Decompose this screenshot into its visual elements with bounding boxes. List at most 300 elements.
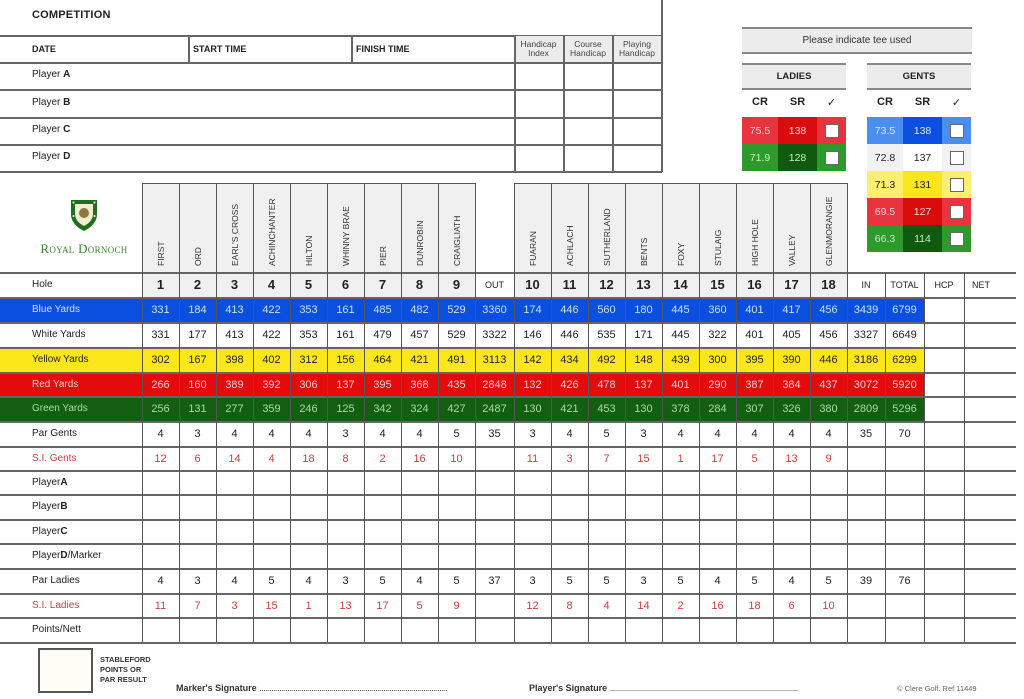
in-header: IN — [861, 279, 871, 290]
score-input[interactable] — [327, 543, 364, 568]
score-input[interactable] — [551, 543, 588, 568]
hole-number: 3 — [216, 272, 253, 297]
score-input[interactable] — [290, 519, 327, 544]
sr-header: SR — [914, 96, 931, 108]
in-total-input[interactable] — [847, 494, 885, 519]
divider — [0, 470, 1016, 472]
hole-value: 177 — [188, 328, 207, 341]
hcp-input[interactable] — [924, 347, 964, 372]
score-input[interactable] — [290, 470, 327, 495]
course-rating: 72.8 — [867, 144, 903, 171]
hole-value: 426 — [560, 378, 579, 391]
divider — [551, 272, 552, 642]
hole-value: 387 — [745, 378, 764, 391]
out-value: 2848 — [482, 378, 507, 391]
tee-checkbox[interactable] — [950, 151, 964, 165]
gents-column-headers — [867, 96, 971, 109]
signature-dots: .............................................................................................. — [609, 683, 798, 693]
score-input[interactable] — [364, 617, 401, 642]
hole-value: 10 — [822, 599, 835, 612]
score-input[interactable] — [810, 470, 847, 495]
net-input[interactable] — [964, 470, 1016, 495]
finish-time-field[interactable] — [425, 38, 513, 62]
divider — [625, 272, 626, 642]
hole-value: 130 — [634, 402, 653, 415]
score-input[interactable] — [699, 617, 736, 642]
score-input[interactable] — [699, 470, 736, 495]
row-label-text: Player — [32, 501, 61, 512]
slope-rating: 127 — [903, 198, 942, 225]
score-input[interactable] — [736, 494, 773, 519]
finish-time-label: FINISH TIME — [356, 44, 410, 54]
hole-value: 9 — [453, 599, 460, 612]
hole-name-text: GLENMORANGIE — [824, 196, 834, 266]
hole-value: 4 — [231, 574, 238, 587]
start-time-field[interactable] — [260, 38, 350, 62]
score-input[interactable] — [625, 617, 662, 642]
out-value: 3322 — [482, 328, 507, 341]
hole-value: 12 — [526, 599, 539, 612]
hole-name-text: BENTS — [639, 237, 649, 266]
in-total-input[interactable] — [847, 519, 885, 544]
score-input[interactable] — [401, 494, 438, 519]
hole-value: 18 — [302, 452, 315, 465]
score-input[interactable] — [588, 519, 625, 544]
hcp-input[interactable] — [924, 519, 964, 544]
score-input[interactable] — [736, 519, 773, 544]
hole-value: 266 — [151, 378, 170, 391]
score-input[interactable] — [662, 470, 699, 495]
score-input[interactable] — [216, 519, 253, 544]
score-input[interactable] — [253, 617, 290, 642]
score-input[interactable] — [773, 470, 810, 495]
row-label-suffix: /Marker — [67, 550, 102, 561]
score-input[interactable] — [514, 470, 551, 495]
hole-name — [216, 183, 253, 272]
stableford-label — [100, 655, 151, 685]
score-input[interactable] — [662, 543, 699, 568]
row-s-i-gents — [0, 446, 1016, 471]
tee-checkbox[interactable] — [950, 205, 964, 219]
score-input[interactable] — [810, 617, 847, 642]
start-time-label: START TIME — [193, 44, 247, 54]
player-letter: C — [60, 526, 68, 537]
net-input[interactable] — [964, 617, 1016, 642]
hole-value: 3 — [640, 574, 647, 587]
hole-value: 342 — [373, 402, 392, 415]
divider — [810, 272, 811, 642]
score-input[interactable] — [588, 543, 625, 568]
score-input[interactable] — [364, 494, 401, 519]
divider — [0, 494, 1016, 496]
hcp-input[interactable] — [924, 322, 964, 347]
hole-value: 324 — [410, 402, 429, 415]
hole-number: 12 — [588, 272, 625, 297]
slope-rating: 114 — [903, 225, 942, 252]
hole-value: 156 — [336, 353, 355, 366]
hole-value: 14 — [637, 599, 650, 612]
hole-value: 3 — [342, 574, 349, 587]
hole-value: 389 — [225, 378, 244, 391]
in-total-input[interactable] — [847, 617, 885, 642]
slope-rating: 138 — [903, 117, 942, 144]
score-input[interactable] — [514, 617, 551, 642]
row-label-text: Yellow Yards — [32, 354, 89, 365]
tee-row-red — [742, 117, 846, 144]
out-total-input[interactable] — [475, 494, 514, 519]
player-a-name-field[interactable] — [100, 64, 512, 88]
score-input[interactable] — [327, 494, 364, 519]
out-value — [475, 593, 514, 618]
score-input[interactable] — [810, 543, 847, 568]
hcp-input[interactable] — [924, 470, 964, 495]
score-input[interactable] — [810, 494, 847, 519]
tee-checkbox[interactable] — [825, 151, 839, 165]
hole-name-text: ORD — [193, 247, 203, 266]
score-input[interactable] — [699, 519, 736, 544]
hole-value: 174 — [523, 303, 542, 316]
score-input[interactable] — [216, 543, 253, 568]
divider — [0, 322, 1016, 324]
score-input[interactable] — [327, 617, 364, 642]
club-logo — [28, 198, 140, 257]
hole-value: 435 — [447, 378, 466, 391]
score-input[interactable] — [773, 543, 810, 568]
hole-value: 360 — [708, 303, 727, 316]
score-input[interactable] — [401, 519, 438, 544]
score-input[interactable] — [401, 470, 438, 495]
hole-name — [773, 183, 810, 272]
score-input[interactable] — [662, 494, 699, 519]
out-total-input[interactable] — [475, 470, 514, 495]
hole-name-text: ACHLACH — [565, 225, 575, 266]
row-label — [32, 543, 102, 568]
hole-name-text: CRAIGLIATH — [452, 215, 462, 266]
total-input[interactable] — [885, 543, 924, 568]
row-player-b — [0, 494, 1016, 519]
hole-name-text: EARL'S CROSS — [230, 203, 240, 266]
hole-value: 5 — [453, 427, 460, 440]
in-total-input[interactable] — [847, 543, 885, 568]
row-label — [32, 421, 77, 446]
score-input[interactable] — [625, 519, 662, 544]
row-green-yards — [0, 396, 1016, 421]
score-input[interactable] — [699, 494, 736, 519]
player-letter: B — [60, 501, 68, 512]
tee-checkbox-cell — [942, 225, 971, 252]
divider — [327, 272, 328, 642]
net-input[interactable] — [964, 446, 1016, 471]
check-header: ✓ — [951, 97, 962, 109]
score-input[interactable] — [625, 470, 662, 495]
hole-name-text: PIER — [378, 246, 388, 266]
total-input[interactable] — [885, 617, 924, 642]
score-input[interactable] — [401, 543, 438, 568]
score-input[interactable] — [551, 519, 588, 544]
score-input[interactable] — [773, 617, 810, 642]
hole-value: 4 — [751, 427, 758, 440]
score-input[interactable] — [290, 543, 327, 568]
hole-value: 464 — [373, 353, 392, 366]
course-rating: 71.9 — [742, 144, 778, 171]
score-input[interactable] — [588, 494, 625, 519]
score-input[interactable] — [736, 617, 773, 642]
course-rating: 66.3 — [867, 225, 903, 252]
signature-dots: .............................................................................................. — [259, 683, 448, 693]
score-input[interactable] — [364, 519, 401, 544]
score-input[interactable] — [142, 494, 179, 519]
hole-value: 160 — [188, 378, 207, 391]
score-input[interactable] — [179, 543, 216, 568]
hole-value: 284 — [708, 402, 727, 415]
total-input[interactable] — [885, 470, 924, 495]
tee-checkbox[interactable] — [950, 178, 964, 192]
hcp-input[interactable] — [924, 372, 964, 397]
total-value: 70 — [898, 427, 911, 440]
stableford-line: STABLEFORD — [100, 655, 151, 664]
tee-checkbox-cell — [942, 144, 971, 171]
hcp-input[interactable] — [924, 446, 964, 471]
score-input[interactable] — [551, 617, 588, 642]
score-input[interactable] — [179, 470, 216, 495]
hole-value: 353 — [299, 303, 318, 316]
net-input[interactable] — [964, 297, 1016, 322]
tee-checkbox[interactable] — [950, 232, 964, 246]
hole-value: 4 — [231, 427, 238, 440]
total-input[interactable] — [885, 519, 924, 544]
tee-checkbox-cell — [942, 171, 971, 198]
divider — [351, 36, 353, 62]
player-b-name-field[interactable] — [100, 91, 512, 115]
divider — [401, 272, 402, 642]
score-input[interactable] — [588, 470, 625, 495]
net-input[interactable] — [964, 322, 1016, 347]
score-input[interactable] — [216, 494, 253, 519]
out-header: OUT — [485, 279, 504, 290]
hole-value: 13 — [339, 599, 352, 612]
net-input[interactable] — [964, 519, 1016, 544]
score-input[interactable] — [438, 494, 475, 519]
divider — [0, 372, 1016, 374]
hcp-input[interactable] — [924, 297, 964, 322]
row-blue-yards — [0, 297, 1016, 322]
row-label-text: Player — [32, 526, 61, 537]
net-input[interactable] — [964, 593, 1016, 618]
hole-name-text: WHINNY BRAE — [341, 206, 351, 266]
score-input[interactable] — [736, 543, 773, 568]
score-input[interactable] — [810, 519, 847, 544]
score-input[interactable] — [588, 617, 625, 642]
score-input[interactable] — [216, 617, 253, 642]
net-input[interactable] — [964, 347, 1016, 372]
hole-value: 445 — [671, 303, 690, 316]
score-input[interactable] — [625, 543, 662, 568]
out-total-input[interactable] — [475, 543, 514, 568]
row-label — [32, 372, 78, 397]
player-d-name-field[interactable] — [100, 146, 512, 170]
score-input[interactable] — [438, 519, 475, 544]
hcp-input[interactable] — [924, 421, 964, 446]
tee-checkbox[interactable] — [825, 124, 839, 138]
net-input[interactable] — [964, 494, 1016, 519]
hole-value: 148 — [634, 353, 653, 366]
hole-value: 390 — [782, 353, 801, 366]
score-input[interactable] — [551, 470, 588, 495]
hole-value: 132 — [523, 378, 542, 391]
hole-value: 405 — [782, 328, 801, 341]
divider — [514, 272, 515, 642]
hole-value: 478 — [597, 378, 616, 391]
hcp-input[interactable] — [924, 568, 964, 593]
playing-handicap-header: Playing Handicap — [613, 36, 661, 62]
total-value: 6799 — [892, 303, 917, 316]
row-label — [32, 593, 79, 618]
score-input[interactable] — [401, 617, 438, 642]
net-input[interactable] — [964, 543, 1016, 568]
score-input[interactable] — [142, 519, 179, 544]
hole-value: 4 — [677, 427, 684, 440]
hole-value: 312 — [299, 353, 318, 366]
tee-checkbox[interactable] — [950, 124, 964, 138]
score-input[interactable] — [438, 543, 475, 568]
hole-value: 482 — [410, 303, 429, 316]
hole-value: 4 — [305, 427, 312, 440]
divider — [364, 272, 365, 642]
score-input[interactable] — [142, 617, 179, 642]
hole-value: 401 — [745, 303, 764, 316]
net-input[interactable] — [964, 568, 1016, 593]
hole-value: 479 — [373, 328, 392, 341]
hole-value: 3 — [194, 427, 201, 440]
header-player-b-label: Player B — [32, 97, 71, 108]
hole-value: 446 — [560, 328, 579, 341]
hcp-input[interactable] — [924, 593, 964, 618]
total-input[interactable] — [885, 494, 924, 519]
hole-value: 401 — [671, 378, 690, 391]
cr-header: CR — [877, 96, 893, 108]
hole-name — [290, 183, 327, 272]
hole-name — [401, 183, 438, 272]
hole-value: 3 — [529, 427, 536, 440]
hole-value: 11 — [526, 452, 539, 465]
hcp-input[interactable] — [924, 396, 964, 421]
tee-checkbox-cell — [942, 198, 971, 225]
score-input[interactable] — [179, 519, 216, 544]
hole-value: 5 — [566, 574, 573, 587]
row-white-yards — [0, 322, 1016, 347]
hcp-input[interactable] — [924, 494, 964, 519]
hole-value: 456 — [819, 328, 838, 341]
score-input[interactable] — [142, 470, 179, 495]
hole-value: 322 — [708, 328, 727, 341]
row-label-text: S.I. Ladies — [32, 600, 80, 611]
hole-name — [438, 183, 475, 272]
player-signature-line[interactable] — [529, 683, 798, 693]
score-input[interactable] — [290, 494, 327, 519]
score-input[interactable] — [327, 519, 364, 544]
in-value: 3072 — [853, 378, 879, 391]
score-input[interactable] — [179, 617, 216, 642]
out-total-input[interactable] — [475, 519, 514, 544]
row-label — [32, 568, 80, 593]
row-label — [32, 494, 68, 519]
hcp-input[interactable] — [924, 543, 964, 568]
score-input[interactable] — [364, 543, 401, 568]
hcp-header: HCP — [934, 279, 954, 290]
hcp-input[interactable] — [924, 617, 964, 642]
hole-name — [736, 183, 773, 272]
score-input[interactable] — [253, 470, 290, 495]
score-input[interactable] — [514, 543, 551, 568]
score-input[interactable] — [364, 470, 401, 495]
divider — [179, 272, 180, 642]
score-input[interactable] — [773, 519, 810, 544]
total-value: 5296 — [892, 402, 917, 415]
row-label — [32, 396, 88, 421]
score-input[interactable] — [625, 494, 662, 519]
net-input[interactable] — [964, 372, 1016, 397]
hole-value: 161 — [336, 328, 355, 341]
score-input[interactable] — [253, 543, 290, 568]
score-input[interactable] — [773, 494, 810, 519]
divider — [0, 347, 1016, 349]
in-value: 39 — [859, 574, 873, 587]
hole-value: 446 — [560, 303, 579, 316]
score-input[interactable] — [438, 470, 475, 495]
hole-name — [625, 183, 662, 272]
hole-value: 378 — [671, 402, 690, 415]
marker-signature-line[interactable] — [176, 683, 447, 693]
hole-value: 446 — [819, 353, 838, 366]
score-input[interactable] — [662, 617, 699, 642]
row-label: Hole — [32, 279, 53, 290]
net-input[interactable] — [964, 421, 1016, 446]
score-input[interactable] — [551, 494, 588, 519]
out-total-input[interactable] — [475, 617, 514, 642]
divider — [964, 272, 965, 642]
in-total-input[interactable] — [847, 470, 885, 495]
hole-value: 368 — [410, 378, 429, 391]
hole-value: 331 — [151, 303, 170, 316]
hole-name — [327, 183, 364, 272]
score-input[interactable] — [253, 494, 290, 519]
score-input[interactable] — [736, 470, 773, 495]
hole-number: 13 — [625, 272, 662, 297]
score-input[interactable] — [216, 470, 253, 495]
player-signature-label: Player's Signature — [529, 683, 608, 693]
hole-value: 9 — [825, 452, 832, 465]
score-input[interactable] — [327, 470, 364, 495]
player-c-name-field[interactable] — [100, 119, 512, 143]
hole-value: 392 — [262, 378, 281, 391]
hole-value: 10 — [450, 452, 463, 465]
score-input[interactable] — [699, 543, 736, 568]
score-input[interactable] — [179, 494, 216, 519]
check-header: ✓ — [826, 97, 837, 109]
stableford-result-box[interactable] — [38, 648, 93, 693]
date-field[interactable] — [100, 38, 188, 62]
score-input[interactable] — [438, 617, 475, 642]
score-input[interactable] — [514, 494, 551, 519]
score-input[interactable] — [290, 617, 327, 642]
score-input[interactable] — [514, 519, 551, 544]
score-input[interactable] — [253, 519, 290, 544]
score-input[interactable] — [142, 543, 179, 568]
score-input[interactable] — [662, 519, 699, 544]
net-input[interactable] — [964, 396, 1016, 421]
course-handicap-header: Course Handicap — [564, 36, 612, 62]
hole-number: 5 — [290, 272, 327, 297]
